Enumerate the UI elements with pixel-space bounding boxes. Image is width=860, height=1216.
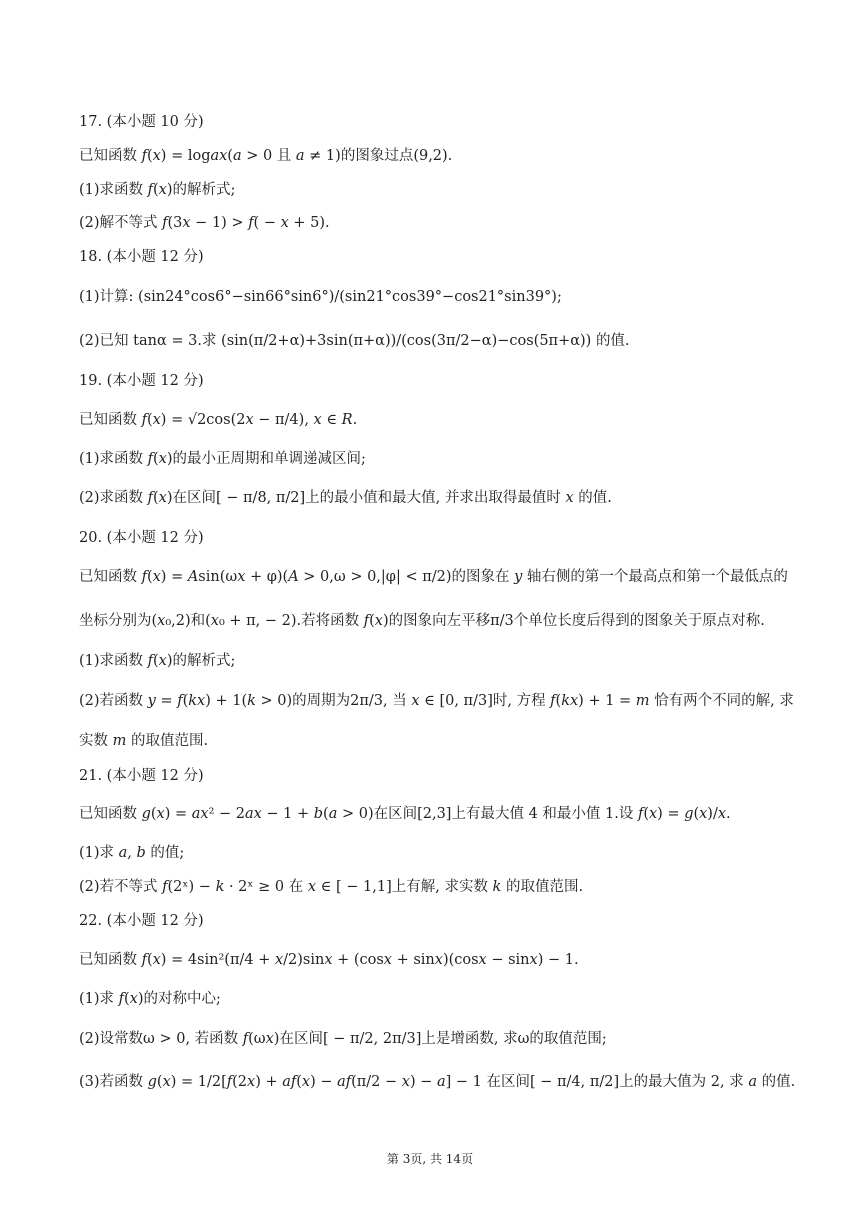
question-22-line: 已知函数 𝑓(𝑥) = 4sin²(π/4 + 𝑥/2)sin𝑥 + (cos𝑥 + sin𝑥)(cos𝑥 − sin𝑥) − 1. [79,952,579,968]
question-18-header: 18. (本小题 12 分) [79,249,204,265]
page-footer: 第 3页, 共 14页 [386,1152,474,1166]
question-19-line: (1)求函数 𝑓(𝑥)的最小正周期和单调递减区间; [79,451,366,467]
question-20-line: 已知函数 𝑓(𝑥) = 𝐴sin(ω𝑥 + φ)(𝐴 > 0,ω > 0,|φ| < π/2)的图象在 𝑦 轴右侧的第一个最高点和第一个最低点的 [79,569,788,585]
question-22-line: (3)若函数 𝑔(𝑥) = 1/2[𝑓(2𝑥) + 𝑎𝑓(𝑥) − 𝑎𝑓(π/2 − 𝑥) − 𝑎] − 1 在区间[ − π/4, π/2]上的最大值为 2, 求 𝑎 的值. [79,1074,796,1090]
question-17-line: (1)求函数 𝑓(𝑥)的解析式; [79,182,236,198]
question-22-line: (1)求 𝑓(𝑥)的对称中心; [79,991,221,1007]
question-22-header: 22. (本小题 12 分) [79,913,204,929]
question-21-header: 21. (本小题 12 分) [79,768,204,784]
question-21-line: (2)若不等式 𝑓(2ˣ) − 𝑘 · 2ˣ ≥ 0 在 𝑥 ∈ [ − 1,1]上有解, 求实数 𝑘 的取值范围. [79,879,584,895]
question-20-line: (2)若函数 𝑦 = 𝑓(𝑘𝑥) + 1(𝑘 > 0)的周期为2π/3, 当 𝑥 ∈ [0, π/3]时, 方程 𝑓(𝑘𝑥) + 1 = 𝑚 恰有两个不同的解, 求 [79,693,794,709]
question-21-line: (1)求 𝑎, 𝑏 的值; [79,845,185,861]
question-19-line: 已知函数 𝑓(𝑥) = √2cos(2𝑥 − π/4), 𝑥 ∈ 𝑅. [79,412,358,428]
question-19-header: 19. (本小题 12 分) [79,373,204,389]
question-20-line: 实数 𝑚 的取值范围. [79,733,209,749]
question-17-line: (2)解不等式 𝑓(3𝑥 − 1) > 𝑓( − 𝑥 + 5). [79,215,330,231]
question-20-header: 20. (本小题 12 分) [79,530,204,546]
question-20-line: 坐标分别为(𝑥₀,2)和(𝑥₀ + π, − 2).若将函数 𝑓(𝑥)的图象向左平移π/3个单位长度后得到的图象关于原点对称. [79,613,765,629]
question-20-line: (1)求函数 𝑓(𝑥)的解析式; [79,653,236,669]
question-19-line: (2)求函数 𝑓(𝑥)在区间[ − π/8, π/2]上的最小值和最大值, 并求出取得最值时 𝑥 的值. [79,490,612,506]
question-21-line: 已知函数 𝑔(𝑥) = 𝑎𝑥² − 2𝑎𝑥 − 1 + 𝑏(𝑎 > 0)在区间[2,3]上有最大值 4 和最小值 1.设 𝑓(𝑥) = 𝑔(𝑥)/𝑥. [79,806,731,822]
question-17-header: 17. (本小题 10 分) [79,114,204,130]
question-22-line: (2)设常数ω > 0, 若函数 𝑓(ω𝑥)在区间[ − π/2, 2π/3]上是增函数, 求ω的取值范围; [79,1031,607,1047]
question-17-line: 已知函数 𝑓(𝑥) = log𝑎𝑥(𝑎 > 0 且 𝑎 ≠ 1)的图象过点(9,2). [79,148,453,164]
question-18-line: (2)已知 tanα = 3.求 (sin(π/2+α)+3sin(π+α))/(cos(3π/2−α)−cos(5π+α)) 的值. [79,333,630,349]
question-18-line: (1)计算: (sin24°cos6°−sin66°sin6°)/(sin21°cos39°−cos21°sin39°); [79,289,562,305]
